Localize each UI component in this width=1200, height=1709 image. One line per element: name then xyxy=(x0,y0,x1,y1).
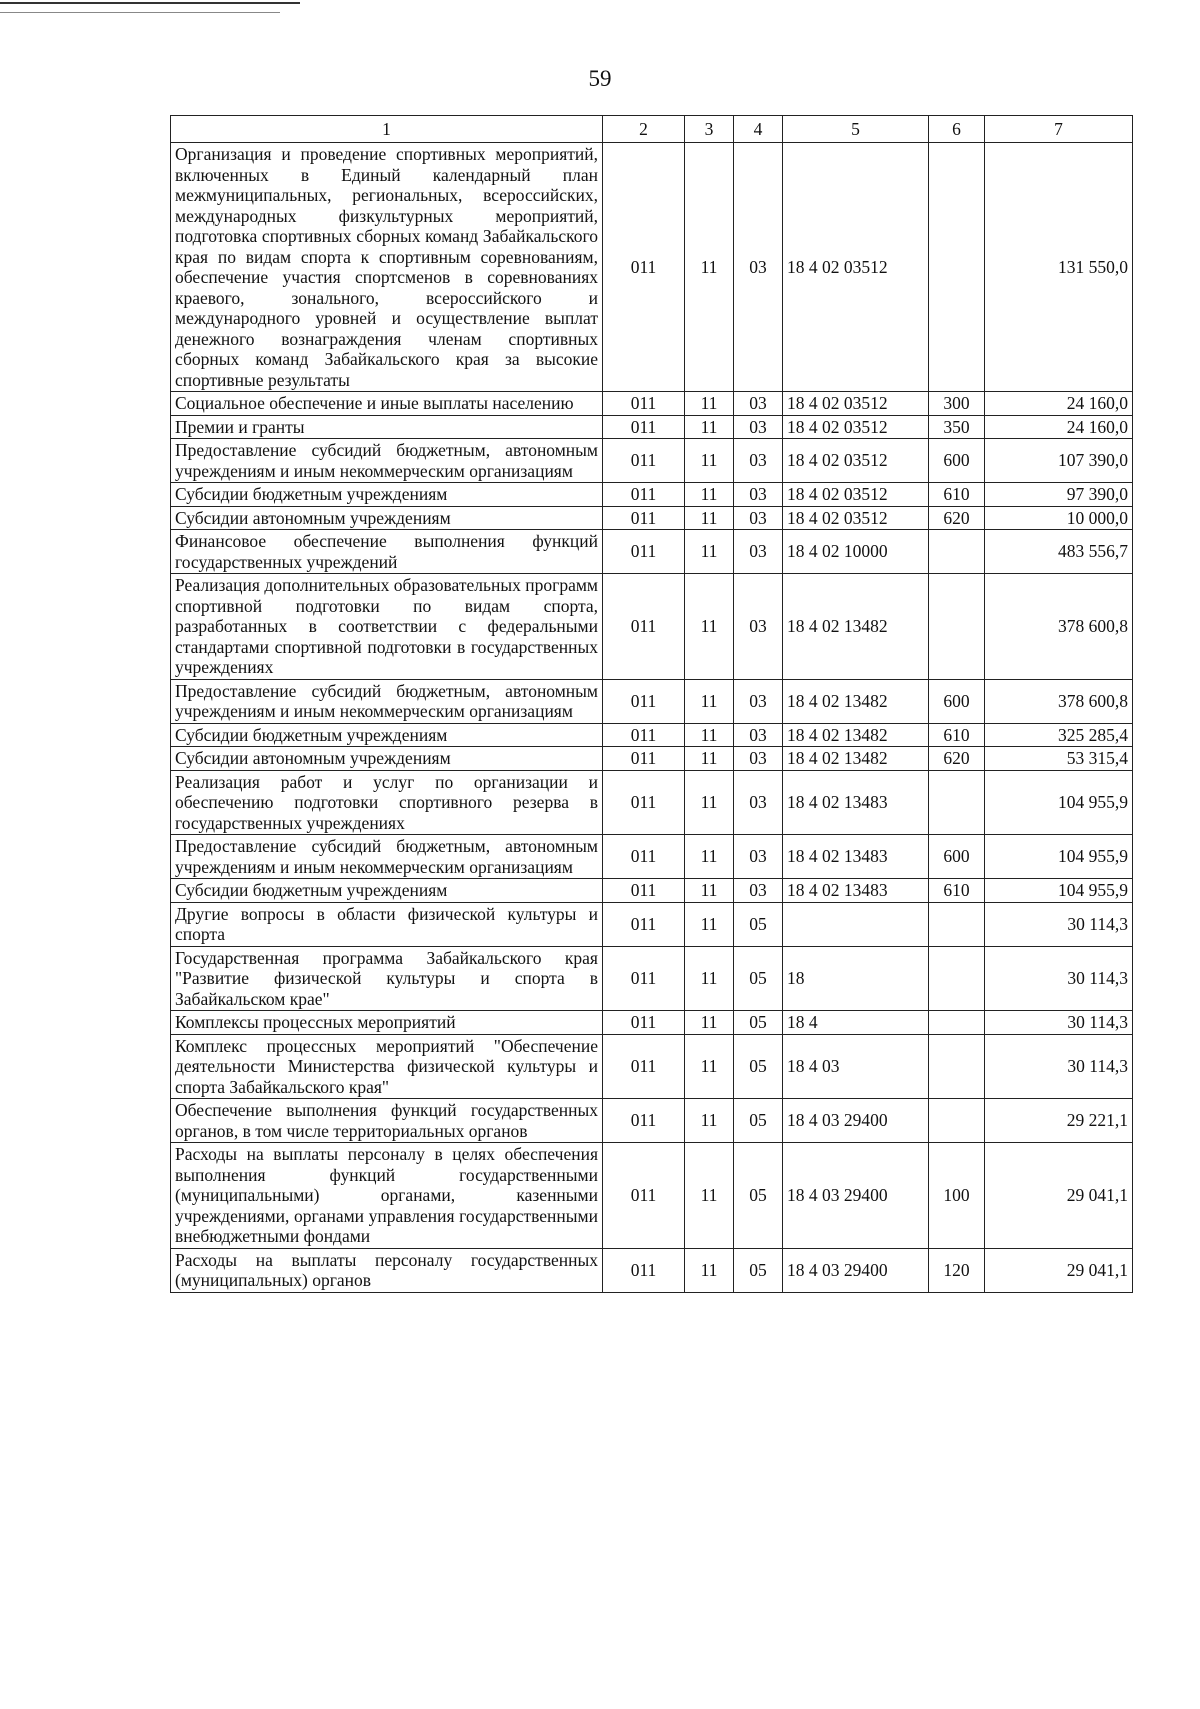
row-col-3: 11 xyxy=(685,902,734,946)
row-col-2: 011 xyxy=(603,679,685,723)
row-col-3: 11 xyxy=(685,143,734,392)
row-col-3: 11 xyxy=(685,530,734,574)
row-col-4: 03 xyxy=(734,835,783,879)
row-col-6: 610 xyxy=(929,879,985,903)
row-name: Обеспечение выполнения функций государственных органов, в том числе территориальных органов xyxy=(171,1099,603,1143)
row-name: Субсидии бюджетным учреждениям xyxy=(171,483,603,507)
row-col-7: 325 285,4 xyxy=(985,723,1133,747)
row-col-4: 05 xyxy=(734,1099,783,1143)
row-col-5: 18 4 02 13482 xyxy=(783,723,929,747)
row-col-2: 011 xyxy=(603,439,685,483)
row-col-2: 011 xyxy=(603,1099,685,1143)
table-row xyxy=(171,1143,1133,1249)
row-col-2: 011 xyxy=(603,483,685,507)
row-col-4: 05 xyxy=(734,902,783,946)
row-col-5: 18 4 02 13482 xyxy=(783,679,929,723)
table-row xyxy=(171,392,1133,416)
row-col-5: 18 4 02 03512 xyxy=(783,439,929,483)
page-number: 59 xyxy=(588,66,612,91)
row-name: Предоставление субсидий бюджетным, автономным учреждениям и иным некоммерческим организациям xyxy=(171,439,603,483)
row-col-4: 03 xyxy=(734,530,783,574)
row-col-5: 18 4 02 13482 xyxy=(783,747,929,771)
row-col-5: 18 4 02 13483 xyxy=(783,835,929,879)
row-col-2: 011 xyxy=(603,530,685,574)
row-col-3: 11 xyxy=(685,415,734,439)
row-col-7: 29 221,1 xyxy=(985,1099,1133,1143)
row-col-4: 05 xyxy=(734,946,783,1011)
row-col-3: 11 xyxy=(685,574,734,680)
row-name: Государственная программа Забайкальского края "Развитие физической культуры и спорта в Забайкальском крае" xyxy=(171,946,603,1011)
row-col-6: 600 xyxy=(929,835,985,879)
header-col-4: 4 xyxy=(734,116,783,143)
row-col-2: 011 xyxy=(603,506,685,530)
row-col-6 xyxy=(929,530,985,574)
header-col-3: 3 xyxy=(685,116,734,143)
row-col-5: 18 4 02 03512 xyxy=(783,143,929,392)
row-name: Комплексы процессных мероприятий xyxy=(171,1011,603,1035)
table-body xyxy=(171,143,1133,1293)
row-name: Социальное обеспечение и иные выплаты населению xyxy=(171,392,603,416)
row-col-7: 30 114,3 xyxy=(985,946,1133,1011)
row-col-4: 03 xyxy=(734,143,783,392)
row-col-6 xyxy=(929,1099,985,1143)
row-name: Расходы на выплаты персоналу государственных (муниципальных) органов xyxy=(171,1248,603,1292)
row-col-4: 03 xyxy=(734,415,783,439)
row-col-2: 011 xyxy=(603,392,685,416)
row-col-5: 18 4 xyxy=(783,1011,929,1035)
row-col-5: 18 4 02 13483 xyxy=(783,879,929,903)
row-name: Другие вопросы в области физической культуры и спорта xyxy=(171,902,603,946)
row-col-7: 24 160,0 xyxy=(985,392,1133,416)
row-col-7: 104 955,9 xyxy=(985,879,1133,903)
row-col-4: 03 xyxy=(734,506,783,530)
row-col-7: 30 114,3 xyxy=(985,1011,1133,1035)
row-col-4: 05 xyxy=(734,1248,783,1292)
row-col-5: 18 4 03 29400 xyxy=(783,1099,929,1143)
row-col-5: 18 4 02 10000 xyxy=(783,530,929,574)
table-row xyxy=(171,902,1133,946)
row-col-6 xyxy=(929,770,985,835)
row-col-3: 11 xyxy=(685,506,734,530)
row-col-2: 011 xyxy=(603,879,685,903)
row-name: Субсидии автономным учреждениям xyxy=(171,506,603,530)
row-col-3: 11 xyxy=(685,1143,734,1249)
row-col-4: 03 xyxy=(734,747,783,771)
row-col-2: 011 xyxy=(603,946,685,1011)
header-col-1: 1 xyxy=(171,116,603,143)
row-col-2: 011 xyxy=(603,747,685,771)
header-col-2: 2 xyxy=(603,116,685,143)
row-col-5: 18 4 03 29400 xyxy=(783,1248,929,1292)
table-row xyxy=(171,1248,1133,1292)
row-col-3: 11 xyxy=(685,483,734,507)
row-col-6 xyxy=(929,902,985,946)
table-row xyxy=(171,747,1133,771)
row-col-2: 011 xyxy=(603,770,685,835)
row-col-2: 011 xyxy=(603,1011,685,1035)
row-col-5: 18 xyxy=(783,946,929,1011)
row-col-6: 120 xyxy=(929,1248,985,1292)
row-col-5 xyxy=(783,902,929,946)
row-name: Финансовое обеспечение выполнения функций государственных учреждений xyxy=(171,530,603,574)
row-col-7: 104 955,9 xyxy=(985,770,1133,835)
row-col-4: 03 xyxy=(734,679,783,723)
header-col-5: 5 xyxy=(783,116,929,143)
row-col-3: 11 xyxy=(685,879,734,903)
header-row xyxy=(171,116,1133,143)
row-col-7: 53 315,4 xyxy=(985,747,1133,771)
scan-artifact-line-secondary xyxy=(0,12,280,13)
budget-table xyxy=(170,115,1133,1293)
table-row xyxy=(171,506,1133,530)
row-name: Субсидии бюджетным учреждениям xyxy=(171,879,603,903)
row-col-3: 11 xyxy=(685,1011,734,1035)
row-col-6: 600 xyxy=(929,679,985,723)
row-col-3: 11 xyxy=(685,747,734,771)
row-col-3: 11 xyxy=(685,392,734,416)
row-col-4: 03 xyxy=(734,723,783,747)
table-row xyxy=(171,415,1133,439)
row-col-7: 29 041,1 xyxy=(985,1143,1133,1249)
row-col-6 xyxy=(929,1034,985,1099)
table-row xyxy=(171,530,1133,574)
row-name: Предоставление субсидий бюджетным, автономным учреждениям и иным некоммерческим организациям xyxy=(171,835,603,879)
row-col-5: 18 4 03 xyxy=(783,1034,929,1099)
row-name: Премии и гранты xyxy=(171,415,603,439)
row-col-5: 18 4 02 13483 xyxy=(783,770,929,835)
row-col-6: 100 xyxy=(929,1143,985,1249)
row-col-6 xyxy=(929,143,985,392)
row-col-4: 05 xyxy=(734,1143,783,1249)
table-row xyxy=(171,574,1133,680)
row-col-2: 011 xyxy=(603,1248,685,1292)
row-col-7: 24 160,0 xyxy=(985,415,1133,439)
row-col-3: 11 xyxy=(685,770,734,835)
row-name: Реализация работ и услуг по организации и обеспечению подготовки спортивного резерва в государственных учреждениях xyxy=(171,770,603,835)
table-row xyxy=(171,1034,1133,1099)
row-col-2: 011 xyxy=(603,1143,685,1249)
table-row xyxy=(171,770,1133,835)
row-col-4: 05 xyxy=(734,1011,783,1035)
row-col-7: 107 390,0 xyxy=(985,439,1133,483)
table-row xyxy=(171,723,1133,747)
table-row xyxy=(171,1099,1133,1143)
row-name: Предоставление субсидий бюджетным, автономным учреждениям и иным некоммерческим организациям xyxy=(171,679,603,723)
row-col-3: 11 xyxy=(685,1248,734,1292)
row-name: Субсидии бюджетным учреждениям xyxy=(171,723,603,747)
row-col-4: 03 xyxy=(734,392,783,416)
row-col-7: 10 000,0 xyxy=(985,506,1133,530)
row-col-3: 11 xyxy=(685,439,734,483)
row-col-5: 18 4 02 03512 xyxy=(783,415,929,439)
row-col-7: 30 114,3 xyxy=(985,1034,1133,1099)
row-col-7: 131 550,0 xyxy=(985,143,1133,392)
table-row xyxy=(171,143,1133,392)
table-row xyxy=(171,879,1133,903)
row-col-3: 11 xyxy=(685,679,734,723)
row-col-4: 05 xyxy=(734,1034,783,1099)
row-col-2: 011 xyxy=(603,1034,685,1099)
table-row xyxy=(171,439,1133,483)
row-col-2: 011 xyxy=(603,415,685,439)
table-row xyxy=(171,835,1133,879)
row-col-4: 03 xyxy=(734,574,783,680)
row-col-5: 18 4 02 13482 xyxy=(783,574,929,680)
row-col-4: 03 xyxy=(734,770,783,835)
row-col-6: 610 xyxy=(929,483,985,507)
row-col-6 xyxy=(929,574,985,680)
table-row xyxy=(171,946,1133,1011)
row-col-5: 18 4 03 29400 xyxy=(783,1143,929,1249)
row-col-3: 11 xyxy=(685,723,734,747)
table-row xyxy=(171,1011,1133,1035)
row-col-6: 620 xyxy=(929,747,985,771)
row-col-7: 97 390,0 xyxy=(985,483,1133,507)
row-col-6: 620 xyxy=(929,506,985,530)
row-col-2: 011 xyxy=(603,902,685,946)
row-col-4: 03 xyxy=(734,439,783,483)
header-col-6: 6 xyxy=(929,116,985,143)
row-col-4: 03 xyxy=(734,879,783,903)
row-col-2: 011 xyxy=(603,574,685,680)
row-col-3: 11 xyxy=(685,835,734,879)
row-col-7: 29 041,1 xyxy=(985,1248,1133,1292)
row-col-6 xyxy=(929,946,985,1011)
row-col-5: 18 4 02 03512 xyxy=(783,483,929,507)
header-col-7: 7 xyxy=(985,116,1133,143)
row-col-2: 011 xyxy=(603,723,685,747)
row-col-6: 300 xyxy=(929,392,985,416)
row-col-6: 350 xyxy=(929,415,985,439)
row-col-4: 03 xyxy=(734,483,783,507)
row-name: Организация и проведение спортивных мероприятий, включенных в Единый календарный план межмуниципальных, региональных, всероссийских, международных физкультурных мероприятий, подготовка спортивных сборных команд Забайкальского края по видам спорта к спортивным соревнованиям, обеспечение участия спортсменов в соревнованиях краевого, зонального, всероссийского и международного уровней и осуществление выплат денежного вознаграждения членам спортивных сборных команд Забайкальского края за высокие спортивные результаты xyxy=(171,143,603,392)
row-col-6: 600 xyxy=(929,439,985,483)
row-col-5: 18 4 02 03512 xyxy=(783,506,929,530)
row-col-7: 378 600,8 xyxy=(985,574,1133,680)
row-col-7: 104 955,9 xyxy=(985,835,1133,879)
row-col-7: 483 556,7 xyxy=(985,530,1133,574)
row-name: Комплекс процессных мероприятий "Обеспечение деятельности Министерства физической культуры и спорта Забайкальского края" xyxy=(171,1034,603,1099)
row-col-2: 011 xyxy=(603,143,685,392)
table-row xyxy=(171,483,1133,507)
row-name: Расходы на выплаты персоналу в целях обеспечения выполнения функций государственными (муниципальными) органами, казенными учреждениями, органами управления государственными внебюджетными фондами xyxy=(171,1143,603,1249)
row-col-6: 610 xyxy=(929,723,985,747)
row-name: Субсидии автономным учреждениям xyxy=(171,747,603,771)
row-col-5: 18 4 02 03512 xyxy=(783,392,929,416)
row-col-3: 11 xyxy=(685,1099,734,1143)
row-col-3: 11 xyxy=(685,946,734,1011)
row-col-6 xyxy=(929,1011,985,1035)
row-col-7: 378 600,8 xyxy=(985,679,1133,723)
row-col-2: 011 xyxy=(603,835,685,879)
scan-artifact-line xyxy=(0,2,300,4)
row-name: Реализация дополнительных образовательных программ спортивной подготовки по видам спорта, разработанных в соответствии с федеральными стандартами спортивной подготовки в государственных учреждениях xyxy=(171,574,603,680)
row-col-3: 11 xyxy=(685,1034,734,1099)
row-col-7: 30 114,3 xyxy=(985,902,1133,946)
table-row xyxy=(171,679,1133,723)
